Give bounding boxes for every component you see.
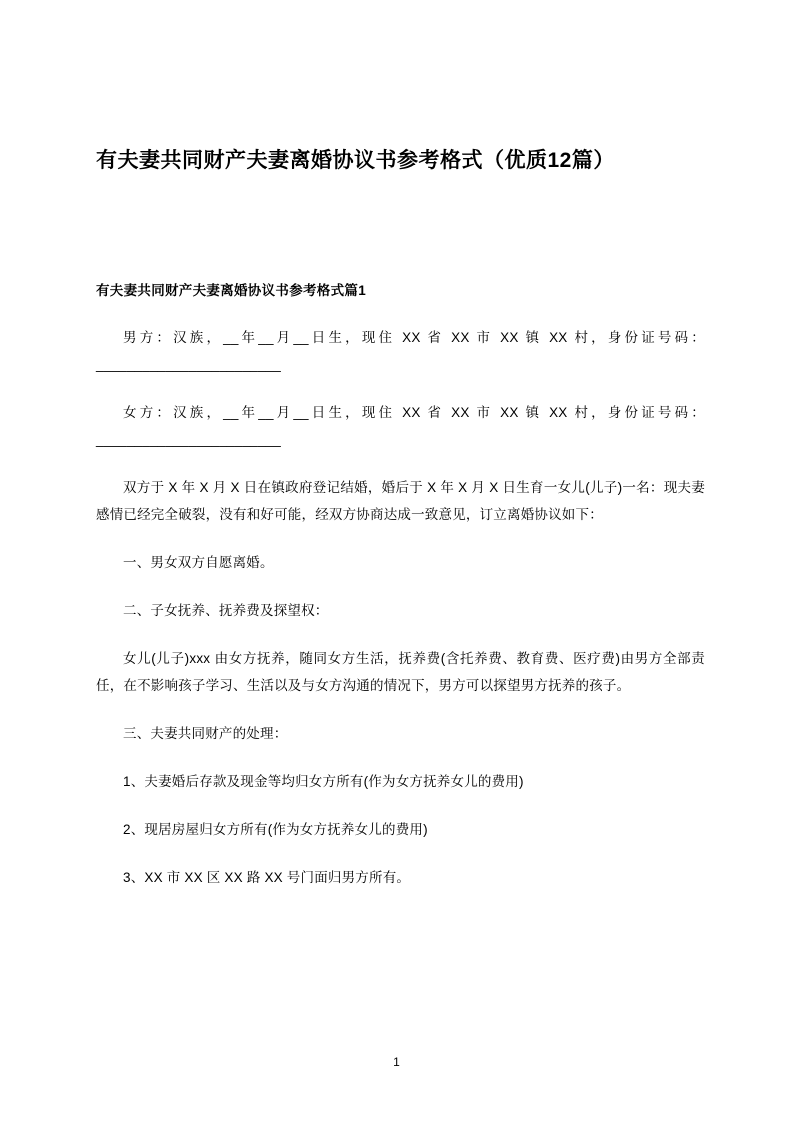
- paragraph-custody-details: 女儿(儿子)xxx 由女方抚养，随同女方生活，抚养费(含托养费、教育费、医疗费)由男方全部责任，在不影响孩子学习、生活以及与女方沟通的情况下，男方可以探望男方抚养的孩子。: [96, 651, 705, 693]
- paragraph-clause-three: 三、夫妻共同财产的处理：: [123, 726, 288, 741]
- document-body: [96, 280, 705, 912]
- page-number: 1: [393, 1055, 400, 1069]
- page-title: 有夫妻共同财产夫妻离婚协议书参考格式（优质12篇）: [96, 149, 615, 173]
- paragraph-clause-two: 二、子女抚养、抚养费及探望权：: [123, 603, 329, 618]
- paragraph-female-party: 女方：汉族，__年__月__日生，现住 XX 省 XX 市 XX 镇 XX 村，身份证号码：________________________: [96, 405, 705, 447]
- paragraph-property-item-1: 1、夫妻婚后存款及现金等均归女方所有(作为女方抚养女儿的费用): [123, 774, 524, 789]
- section-heading: 有夫妻共同财产夫妻离婚协议书参考格式篇1: [96, 283, 367, 298]
- paragraph-clause-one: 一、男女双方自愿离婚。: [123, 555, 274, 570]
- paragraph-property-item-2: 2、现居房屋归女方所有(作为女方抚养女儿的费用): [123, 822, 428, 837]
- paragraph-male-party: 男方：汉族，__年__月__日生，现住 XX 省 XX 市 XX 镇 XX 村，身份证号码：________________________: [96, 330, 705, 372]
- paragraph-property-item-3: 3、XX 市 XX 区 XX 路 XX 号门面归男方所有。: [123, 870, 411, 885]
- paragraph-marriage-background: 双方于 X 年 X 月 X 日在镇政府登记结婚，婚后于 X 年 X 月 X 日生育一女儿(儿子)一名：现夫妻感情已经完全破裂，没有和好可能，经双方协商达成一致意见，订立离婚协议如下：: [96, 480, 705, 522]
